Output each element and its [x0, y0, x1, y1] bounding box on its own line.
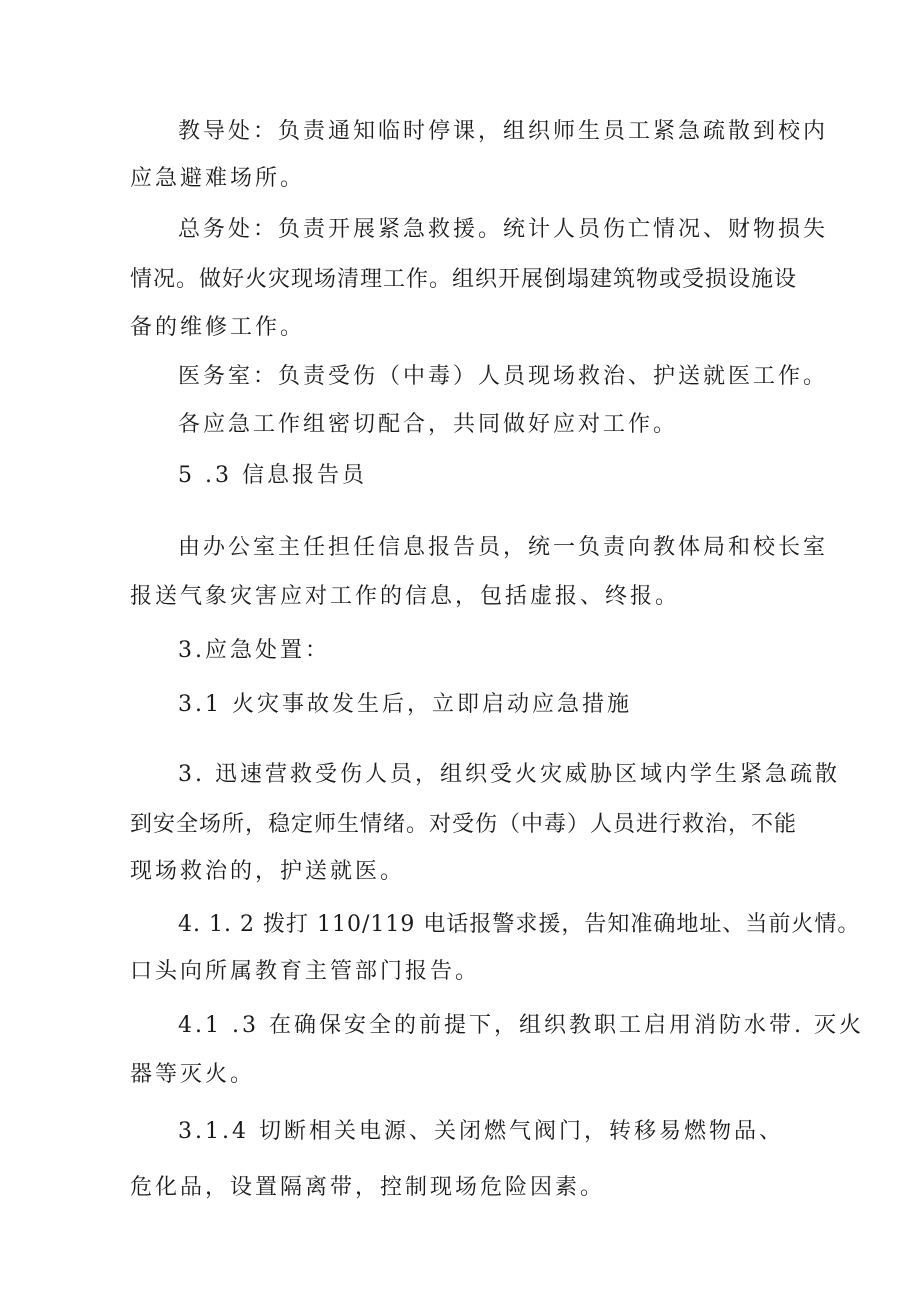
paragraph-line: 情况。做好火灾现场清理工作。组织开展倒塌建筑物或受损设施设 — [130, 267, 798, 292]
paragraph-line: 现场救治的，护送就医。 — [130, 859, 406, 884]
paragraph-line: 教导处：负责通知临时停课，组织师生员工紧急疏散到校内 — [178, 119, 829, 144]
section-heading: 3.1 火灾事故发生后，立即启动应急措施 — [178, 692, 632, 717]
paragraph-line: 4.1 .3 在确保安全的前提下，组织教职工启用消防水带. 灭火 — [178, 1013, 864, 1038]
paragraph-line: 3.1.4 切断相关电源、关闭燃气阀门，转移易燃物品、 — [178, 1119, 784, 1144]
section-heading: 5 .3 信息报告员 — [178, 463, 367, 488]
paragraph-line: 总务处：负责开展紧急救援。统计人员伤亡情况、财物损失 — [178, 217, 829, 242]
paragraph-line: 医务室：负责受伤（中毒）人员现场救治、护送就医工作。 — [178, 364, 829, 389]
paragraph-line: 由办公室主任担任信息报告员，统一负责向教体局和校长室 — [178, 535, 829, 560]
paragraph-line: 器等灭火。 — [130, 1062, 256, 1087]
paragraph-line: 备的维修工作。 — [130, 315, 306, 340]
paragraph-line: 到安全场所，稳定师生情绪。对受伤（中毒）人员进行救治，不能 — [130, 812, 798, 837]
paragraph-line: 3. 迅速营救受伤人员，组织受火灾威胁区域内学生紧急疏散 — [178, 762, 840, 787]
paragraph-line: 4. 1. 2 拨打 110/119 电话报警求援，告知准确地址、当前火情。 — [178, 912, 861, 937]
paragraph-line: 报送气象灾害应对工作的信息，包括虚报、终报。 — [130, 584, 681, 609]
paragraph-line: 应急避难场所。 — [130, 166, 306, 191]
paragraph-line: 口头向所属教育主管部门报告。 — [130, 959, 481, 984]
section-heading: 3.应急处置： — [178, 638, 330, 663]
paragraph-line: 危化品，设置隔离带，控制现场危险因素。 — [130, 1175, 606, 1200]
paragraph-line: 各应急工作组密切配合，共同做好应对工作。 — [178, 412, 679, 437]
